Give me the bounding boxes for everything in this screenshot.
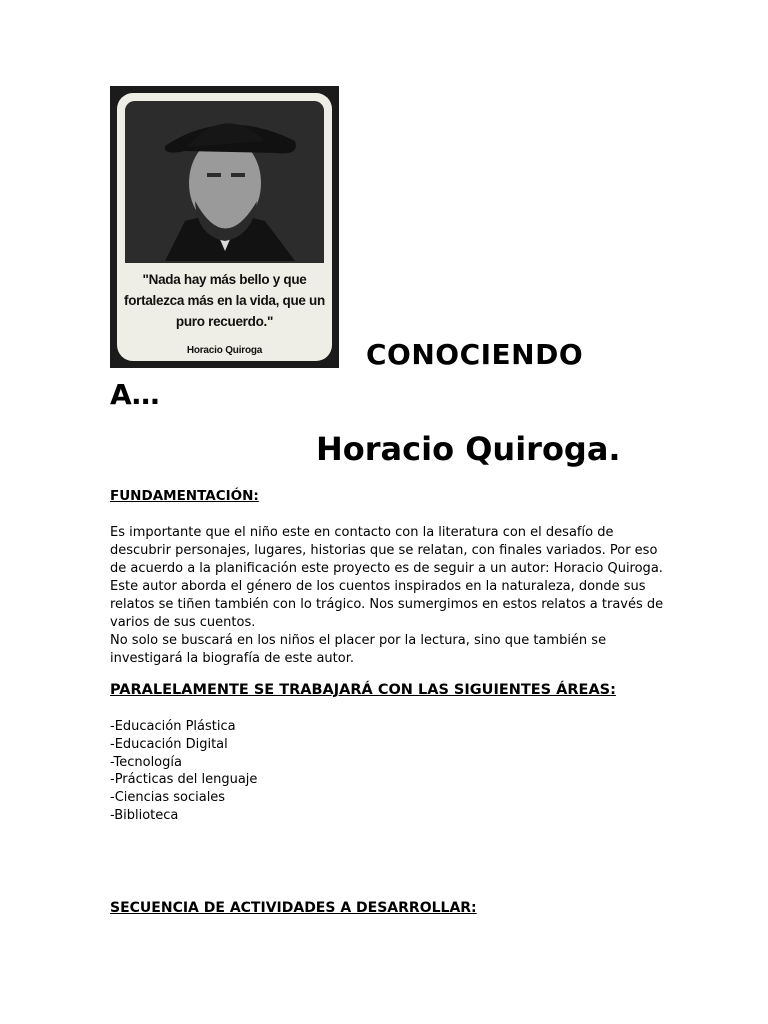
- paragraph: Este autor aborda el género de los cuentos inspirados en la naturaleza, donde sus relatos se tiñen también con lo trágico. Nos sumergimos en estos relatos a través de varios de sus cuentos.: [110, 579, 664, 630]
- title-line-2: A…: [110, 378, 160, 411]
- list-item: -Educación Plástica: [110, 719, 236, 734]
- paragraph: Es importante que el niño este en contacto con la literatura con el desafío de descubrir personajes, lugares, historias que se relatan, con finales variados. Por eso de acuerdo a la planificación este proyecto es de seguir a un autor: Horacio Quiroga.: [110, 525, 663, 576]
- list-item: -Ciencias sociales: [110, 790, 226, 806]
- title-author-name: Horacio Quiroga.: [316, 430, 621, 468]
- title-line-1: CONOCIENDO: [366, 338, 584, 371]
- author-quote-poster: [110, 86, 339, 368]
- section-title-fundamentacion: FUNDAMENTACIÓN:: [110, 488, 259, 504]
- areas-list: [110, 718, 257, 825]
- section-title-areas: PARALELAMENTE SE TRABAJARÁ CON LAS SIGUIENTES ÁREAS:: [110, 682, 616, 698]
- paragraph: No solo se buscará en los niños el placer por la lectura, sino que también se investigará la biografía de este autor.: [110, 633, 607, 666]
- poster-card: [117, 93, 332, 361]
- quote-text: "Nada hay más bello y que fortalezca más en la vida, que un puro recuerdo.": [124, 272, 325, 329]
- quote-author: Horacio Quiroga: [186, 345, 263, 356]
- list-item: -Biblioteca: [110, 807, 179, 823]
- author-portrait: [125, 101, 324, 263]
- list-item: -Tecnología: [110, 754, 182, 770]
- fundamentacion-body: [110, 524, 670, 668]
- portrait-illustration: [125, 101, 324, 263]
- section-title-secuencia: SECUENCIA DE ACTIVIDADES A DESARROLLAR:: [110, 900, 477, 916]
- list-item: -Prácticas del lenguaje: [110, 772, 258, 788]
- list-item: -Educación Digital: [110, 736, 228, 752]
